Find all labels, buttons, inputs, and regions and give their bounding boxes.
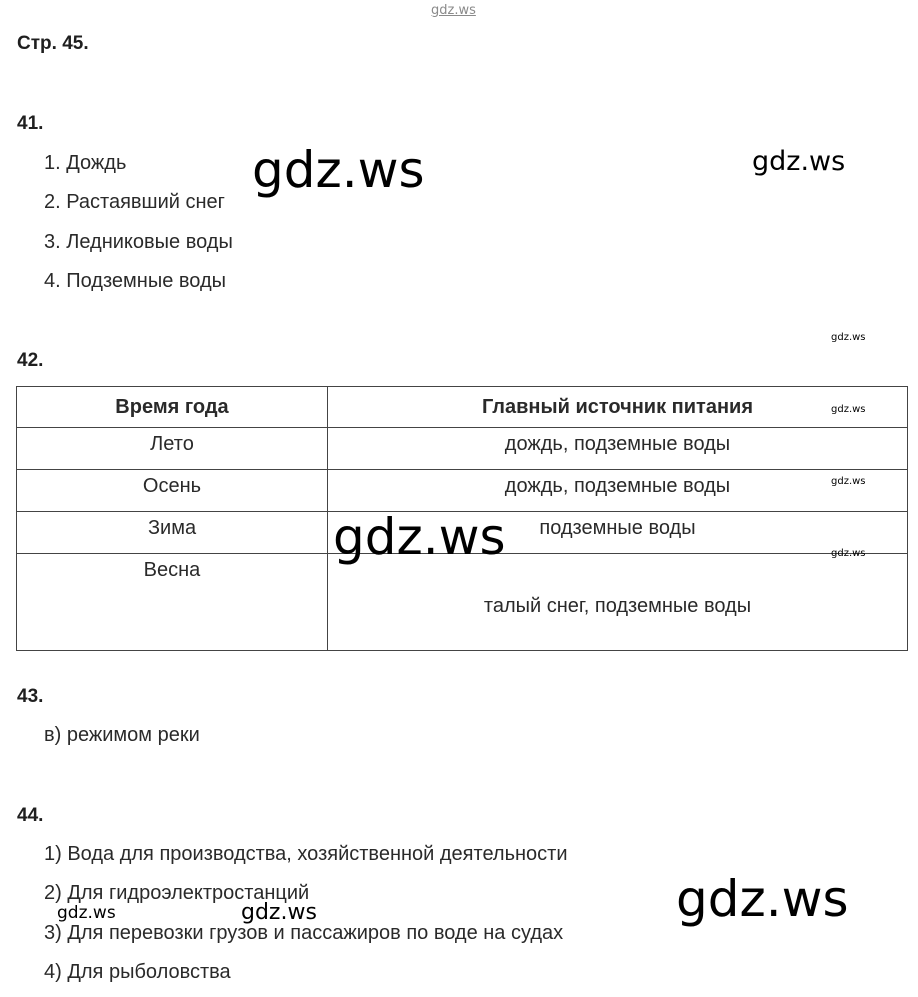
watermark-large-1: gdz.ws — [252, 141, 425, 199]
table-border-gap — [86, 638, 258, 644]
season-cell: Зима — [17, 512, 328, 554]
table-row — [17, 554, 908, 651]
q41-item-2: 2. Растаявший снег — [44, 191, 225, 213]
q44-item-1: 1) Вода для производства, хозяйственной деятельности — [44, 843, 568, 865]
watermark-large-3: gdz.ws — [676, 870, 849, 928]
watermark-small-2: gdz.ws — [831, 404, 866, 415]
table-row — [17, 428, 908, 470]
q41-item-4: 4. Подземные воды — [44, 270, 227, 292]
table-header-row — [17, 387, 908, 428]
watermark-small-3: gdz.ws — [831, 476, 866, 487]
header-source: Главный источник питания — [328, 387, 908, 428]
q43-answer: в) режимом реки — [44, 724, 200, 746]
watermark-small-6: gdz.ws — [241, 900, 317, 925]
q44-item-4: 4) Для рыболовства — [44, 961, 231, 983]
source-cell: дождь, подземные воды — [328, 428, 908, 470]
source-cell: талый снег, подземные воды — [328, 554, 908, 651]
watermark-small-1: gdz.ws — [831, 332, 866, 343]
table-row — [17, 470, 908, 512]
watermark-small-5: gdz.ws — [57, 903, 116, 923]
season-cell: Осень — [17, 470, 328, 512]
source-cell: дождь, подземные воды — [328, 470, 908, 512]
q41-item-3: 3. Ледниковые воды — [44, 231, 233, 253]
question-41-number: 41. — [17, 113, 44, 134]
watermark-top: gdz.ws — [431, 3, 476, 18]
q44-item-2: 2) Для гидроэлектростанций — [44, 882, 310, 904]
q41-item-1: 1. Дождь — [44, 152, 127, 174]
source-cell: подземные воды — [328, 512, 908, 554]
season-cell: Лето — [17, 428, 328, 470]
watermark-small-4: gdz.ws — [831, 548, 866, 559]
watermark-medium-1: gdz.ws — [752, 146, 846, 177]
question-44-number: 44. — [17, 805, 44, 826]
question-42-number: 42. — [17, 350, 44, 371]
season-cell: Весна — [17, 554, 328, 651]
header-season: Время года — [17, 387, 328, 428]
watermark-large-2: gdz.ws — [333, 508, 506, 566]
page-reference: Стр. 45. — [17, 33, 89, 54]
q44-item-3: 3) Для перевозки грузов и пассажиров по воде на судах — [44, 922, 564, 944]
question-43-number: 43. — [17, 686, 44, 707]
